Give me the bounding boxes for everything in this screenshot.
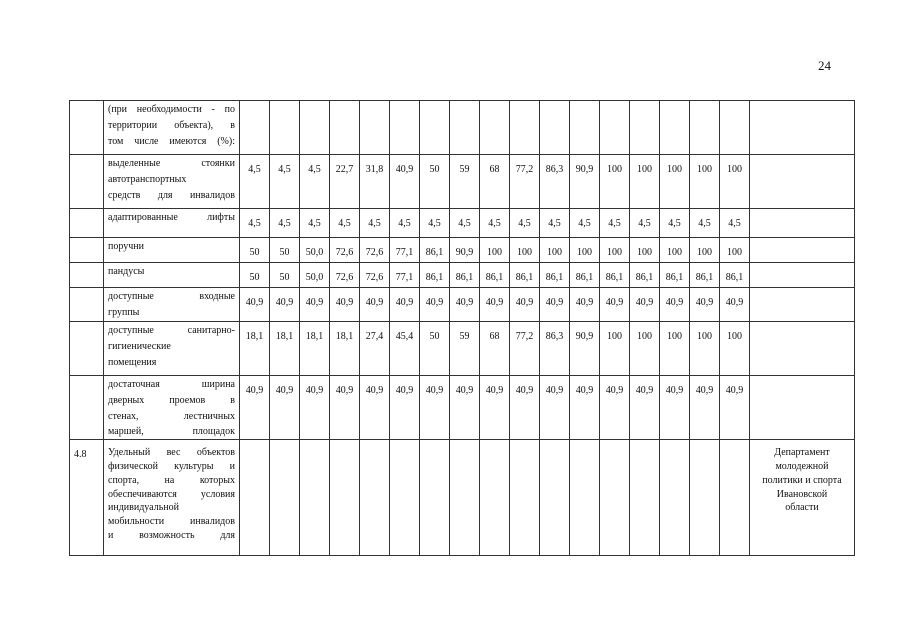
value-cell: 68 xyxy=(480,322,510,376)
description-line: помещения xyxy=(108,356,157,368)
value-cell xyxy=(300,440,330,556)
value-cell: 27,4 xyxy=(360,322,390,376)
value-cell: 40,9 xyxy=(540,376,570,440)
value-cell: 18,1 xyxy=(300,322,330,376)
row-index-cell xyxy=(70,101,104,155)
responsible-cell xyxy=(750,322,855,376)
value-cell: 18,1 xyxy=(330,322,360,376)
value-cell: 100 xyxy=(480,238,510,263)
row-description xyxy=(104,209,240,238)
value-cell xyxy=(450,101,480,155)
value-cell: 86,1 xyxy=(600,263,630,288)
value-cell: 40,9 xyxy=(630,376,660,440)
responsible-cell xyxy=(750,155,855,209)
value-cell xyxy=(360,101,390,155)
value-cell xyxy=(570,440,600,556)
value-cell xyxy=(510,101,540,155)
value-cell: 4,5 xyxy=(510,209,540,238)
table-row xyxy=(70,322,855,376)
value-cell: 50 xyxy=(270,238,300,263)
section-department xyxy=(750,440,855,556)
value-cell: 86,1 xyxy=(660,263,690,288)
value-cell: 40,9 xyxy=(660,376,690,440)
value-cell: 40,9 xyxy=(510,288,540,322)
value-cell: 77,1 xyxy=(390,263,420,288)
value-cell: 86,1 xyxy=(630,263,660,288)
value-cell xyxy=(270,440,300,556)
value-cell: 4,5 xyxy=(630,209,660,238)
value-cell: 40,9 xyxy=(390,155,420,209)
row-index-cell xyxy=(70,209,104,238)
table-row xyxy=(70,101,855,155)
row-description xyxy=(104,288,240,322)
value-cell: 100 xyxy=(600,155,630,209)
value-cell: 40,9 xyxy=(390,288,420,322)
value-cell: 22,7 xyxy=(330,155,360,209)
section-description-line: и возможность для xyxy=(108,529,235,541)
value-cell: 40,9 xyxy=(480,376,510,440)
row-description xyxy=(104,155,240,209)
value-cell: 100 xyxy=(630,238,660,263)
value-cell: 50 xyxy=(240,238,270,263)
value-cell: 72,6 xyxy=(330,238,360,263)
responsible-cell xyxy=(750,101,855,155)
value-cell xyxy=(630,440,660,556)
value-cell: 50 xyxy=(270,263,300,288)
value-cell: 86,3 xyxy=(540,322,570,376)
value-cell: 100 xyxy=(660,155,690,209)
description-line: достаточная ширина xyxy=(108,379,235,390)
section-description-line: индивидуальной xyxy=(108,502,179,514)
value-cell xyxy=(390,440,420,556)
description-line: маршей, площадок xyxy=(108,426,235,438)
value-cell: 100 xyxy=(690,155,720,209)
value-cell: 40,9 xyxy=(660,288,690,322)
department-line: политики и спорта xyxy=(762,474,842,486)
row-index-cell xyxy=(70,322,104,376)
value-cell: 86,1 xyxy=(510,263,540,288)
value-cell xyxy=(690,101,720,155)
description-line: стенах, лестничных xyxy=(108,410,235,422)
value-cell xyxy=(570,101,600,155)
value-cell xyxy=(540,440,570,556)
value-cell xyxy=(720,101,750,155)
value-cell: 40,9 xyxy=(600,376,630,440)
section-description xyxy=(104,440,240,556)
value-cell: 72,6 xyxy=(330,263,360,288)
value-cell: 40,9 xyxy=(690,376,720,440)
section-index: 4.8 xyxy=(70,440,104,556)
value-cell: 4,5 xyxy=(270,209,300,238)
row-description xyxy=(104,322,240,376)
responsible-cell xyxy=(750,209,855,238)
value-cell: 40,9 xyxy=(270,288,300,322)
value-cell: 40,9 xyxy=(600,288,630,322)
value-cell: 86,1 xyxy=(720,263,750,288)
department-line: Департамент xyxy=(774,447,830,459)
value-cell: 4,5 xyxy=(240,209,270,238)
value-cell xyxy=(330,101,360,155)
indicators-table xyxy=(69,100,855,556)
value-cell: 4,5 xyxy=(480,209,510,238)
value-cell: 40,9 xyxy=(420,376,450,440)
description-line: средств для инвалидов xyxy=(108,189,235,201)
value-cell: 18,1 xyxy=(240,322,270,376)
value-cell: 40,9 xyxy=(330,376,360,440)
value-cell: 45,4 xyxy=(390,322,420,376)
value-cell xyxy=(660,440,690,556)
value-cell: 100 xyxy=(690,322,720,376)
table-row xyxy=(70,263,855,288)
value-cell: 86,1 xyxy=(420,263,450,288)
value-cell xyxy=(690,440,720,556)
value-cell: 100 xyxy=(570,238,600,263)
value-cell: 86,1 xyxy=(540,263,570,288)
row-index-cell xyxy=(70,155,104,209)
value-cell: 4,5 xyxy=(600,209,630,238)
row-description xyxy=(104,376,240,440)
row-index-cell xyxy=(70,238,104,263)
value-cell: 40,9 xyxy=(360,288,390,322)
value-cell xyxy=(270,101,300,155)
value-cell: 40,9 xyxy=(360,376,390,440)
table-row xyxy=(70,209,855,238)
table-row xyxy=(70,155,855,209)
value-cell: 4,5 xyxy=(450,209,480,238)
value-cell: 40,9 xyxy=(720,376,750,440)
value-cell: 100 xyxy=(660,238,690,263)
value-cell: 72,6 xyxy=(360,238,390,263)
value-cell: 100 xyxy=(600,322,630,376)
description-line: автотранспортных xyxy=(108,173,187,185)
responsible-cell xyxy=(750,288,855,322)
value-cell: 40,9 xyxy=(450,376,480,440)
value-cell: 77,2 xyxy=(510,155,540,209)
value-cell: 4,5 xyxy=(540,209,570,238)
description-line: пандусы xyxy=(108,266,145,277)
description-line: поручни xyxy=(108,241,144,252)
value-cell: 40,9 xyxy=(240,288,270,322)
value-cell: 40,9 xyxy=(570,288,600,322)
value-cell: 40,9 xyxy=(270,376,300,440)
section-description-line: Удельный вес объектов xyxy=(108,447,235,459)
description-line: группы xyxy=(108,306,140,318)
value-cell: 50 xyxy=(420,322,450,376)
value-cell xyxy=(390,101,420,155)
value-cell: 90,9 xyxy=(570,155,600,209)
table-row xyxy=(70,288,855,322)
description-line: дверных проемов в xyxy=(108,394,235,406)
description-line: территории объекта), в xyxy=(108,119,235,131)
value-cell: 50,0 xyxy=(300,238,330,263)
value-cell: 86,3 xyxy=(540,155,570,209)
description-line: (при необходимости - по xyxy=(108,104,235,115)
value-cell: 18,1 xyxy=(270,322,300,376)
value-cell xyxy=(600,101,630,155)
value-cell xyxy=(630,101,660,155)
value-cell: 40,9 xyxy=(300,376,330,440)
value-cell xyxy=(450,440,480,556)
value-cell: 40,9 xyxy=(240,376,270,440)
value-cell: 86,1 xyxy=(570,263,600,288)
value-cell: 86,1 xyxy=(690,263,720,288)
responsible-cell xyxy=(750,238,855,263)
section-description-line: мобильности инвалидов xyxy=(108,516,235,528)
section-row xyxy=(70,440,855,556)
table-row xyxy=(70,238,855,263)
value-cell: 40,9 xyxy=(690,288,720,322)
value-cell xyxy=(480,101,510,155)
table-row xyxy=(70,376,855,440)
value-cell: 100 xyxy=(630,155,660,209)
value-cell xyxy=(660,101,690,155)
row-index-cell xyxy=(70,288,104,322)
value-cell: 100 xyxy=(540,238,570,263)
value-cell: 40,9 xyxy=(480,288,510,322)
value-cell: 4,5 xyxy=(330,209,360,238)
value-cell: 100 xyxy=(720,322,750,376)
value-cell xyxy=(240,101,270,155)
value-cell: 59 xyxy=(450,155,480,209)
description-line: доступные санитарно- xyxy=(108,325,235,336)
description-line: доступные входные xyxy=(108,291,235,302)
value-cell: 40,9 xyxy=(570,376,600,440)
value-cell: 40,9 xyxy=(540,288,570,322)
description-line: адаптированные лифты xyxy=(108,212,235,223)
value-cell xyxy=(480,440,510,556)
value-cell: 59 xyxy=(450,322,480,376)
value-cell: 40,9 xyxy=(390,376,420,440)
value-cell: 77,1 xyxy=(390,238,420,263)
value-cell: 100 xyxy=(630,322,660,376)
description-line: выделенные стоянки xyxy=(108,158,235,169)
value-cell: 100 xyxy=(510,238,540,263)
value-cell: 100 xyxy=(720,155,750,209)
section-description-line: физической культуры и xyxy=(108,460,235,472)
row-description xyxy=(104,238,240,263)
value-cell: 77,2 xyxy=(510,322,540,376)
value-cell: 40,9 xyxy=(330,288,360,322)
value-cell: 4,5 xyxy=(660,209,690,238)
value-cell xyxy=(330,440,360,556)
value-cell: 4,5 xyxy=(690,209,720,238)
value-cell: 4,5 xyxy=(720,209,750,238)
value-cell: 4,5 xyxy=(390,209,420,238)
value-cell: 40,9 xyxy=(720,288,750,322)
value-cell: 40,9 xyxy=(420,288,450,322)
value-cell: 40,9 xyxy=(300,288,330,322)
value-cell: 4,5 xyxy=(270,155,300,209)
value-cell: 40,9 xyxy=(450,288,480,322)
value-cell: 4,5 xyxy=(240,155,270,209)
value-cell: 86,1 xyxy=(480,263,510,288)
value-cell: 40,9 xyxy=(510,376,540,440)
value-cell xyxy=(600,440,630,556)
value-cell: 40,9 xyxy=(630,288,660,322)
value-cell: 90,9 xyxy=(570,322,600,376)
section-description-line: обеспечиваются условия xyxy=(108,488,235,500)
value-cell: 68 xyxy=(480,155,510,209)
value-cell: 4,5 xyxy=(300,209,330,238)
value-cell: 50 xyxy=(240,263,270,288)
department-line: области xyxy=(785,502,819,514)
section-description-line: спорта, на которых xyxy=(108,474,235,486)
row-description xyxy=(104,263,240,288)
value-cell xyxy=(540,101,570,155)
description-line: том числе имеются (%): xyxy=(108,135,235,147)
department-line: молодежной xyxy=(775,460,829,472)
value-cell: 86,1 xyxy=(420,238,450,263)
department-line: Ивановской xyxy=(776,488,828,500)
value-cell xyxy=(420,440,450,556)
value-cell: 100 xyxy=(600,238,630,263)
row-description xyxy=(104,101,240,155)
value-cell: 100 xyxy=(660,322,690,376)
responsible-cell xyxy=(750,376,855,440)
value-cell: 31,8 xyxy=(360,155,390,209)
value-cell: 86,1 xyxy=(450,263,480,288)
value-cell: 50 xyxy=(420,155,450,209)
value-cell: 4,5 xyxy=(420,209,450,238)
row-index-cell xyxy=(70,263,104,288)
value-cell: 90,9 xyxy=(450,238,480,263)
value-cell xyxy=(300,101,330,155)
value-cell: 100 xyxy=(720,238,750,263)
value-cell xyxy=(360,440,390,556)
value-cell xyxy=(240,440,270,556)
value-cell: 4,5 xyxy=(360,209,390,238)
responsible-cell xyxy=(750,263,855,288)
page-number: 24 xyxy=(818,58,831,73)
value-cell: 100 xyxy=(690,238,720,263)
description-line: гигиенические xyxy=(108,340,171,352)
value-cell: 4,5 xyxy=(570,209,600,238)
value-cell: 50,0 xyxy=(300,263,330,288)
row-index-cell xyxy=(70,376,104,440)
value-cell xyxy=(420,101,450,155)
value-cell: 4,5 xyxy=(300,155,330,209)
value-cell xyxy=(720,440,750,556)
value-cell: 72,6 xyxy=(360,263,390,288)
value-cell xyxy=(510,440,540,556)
